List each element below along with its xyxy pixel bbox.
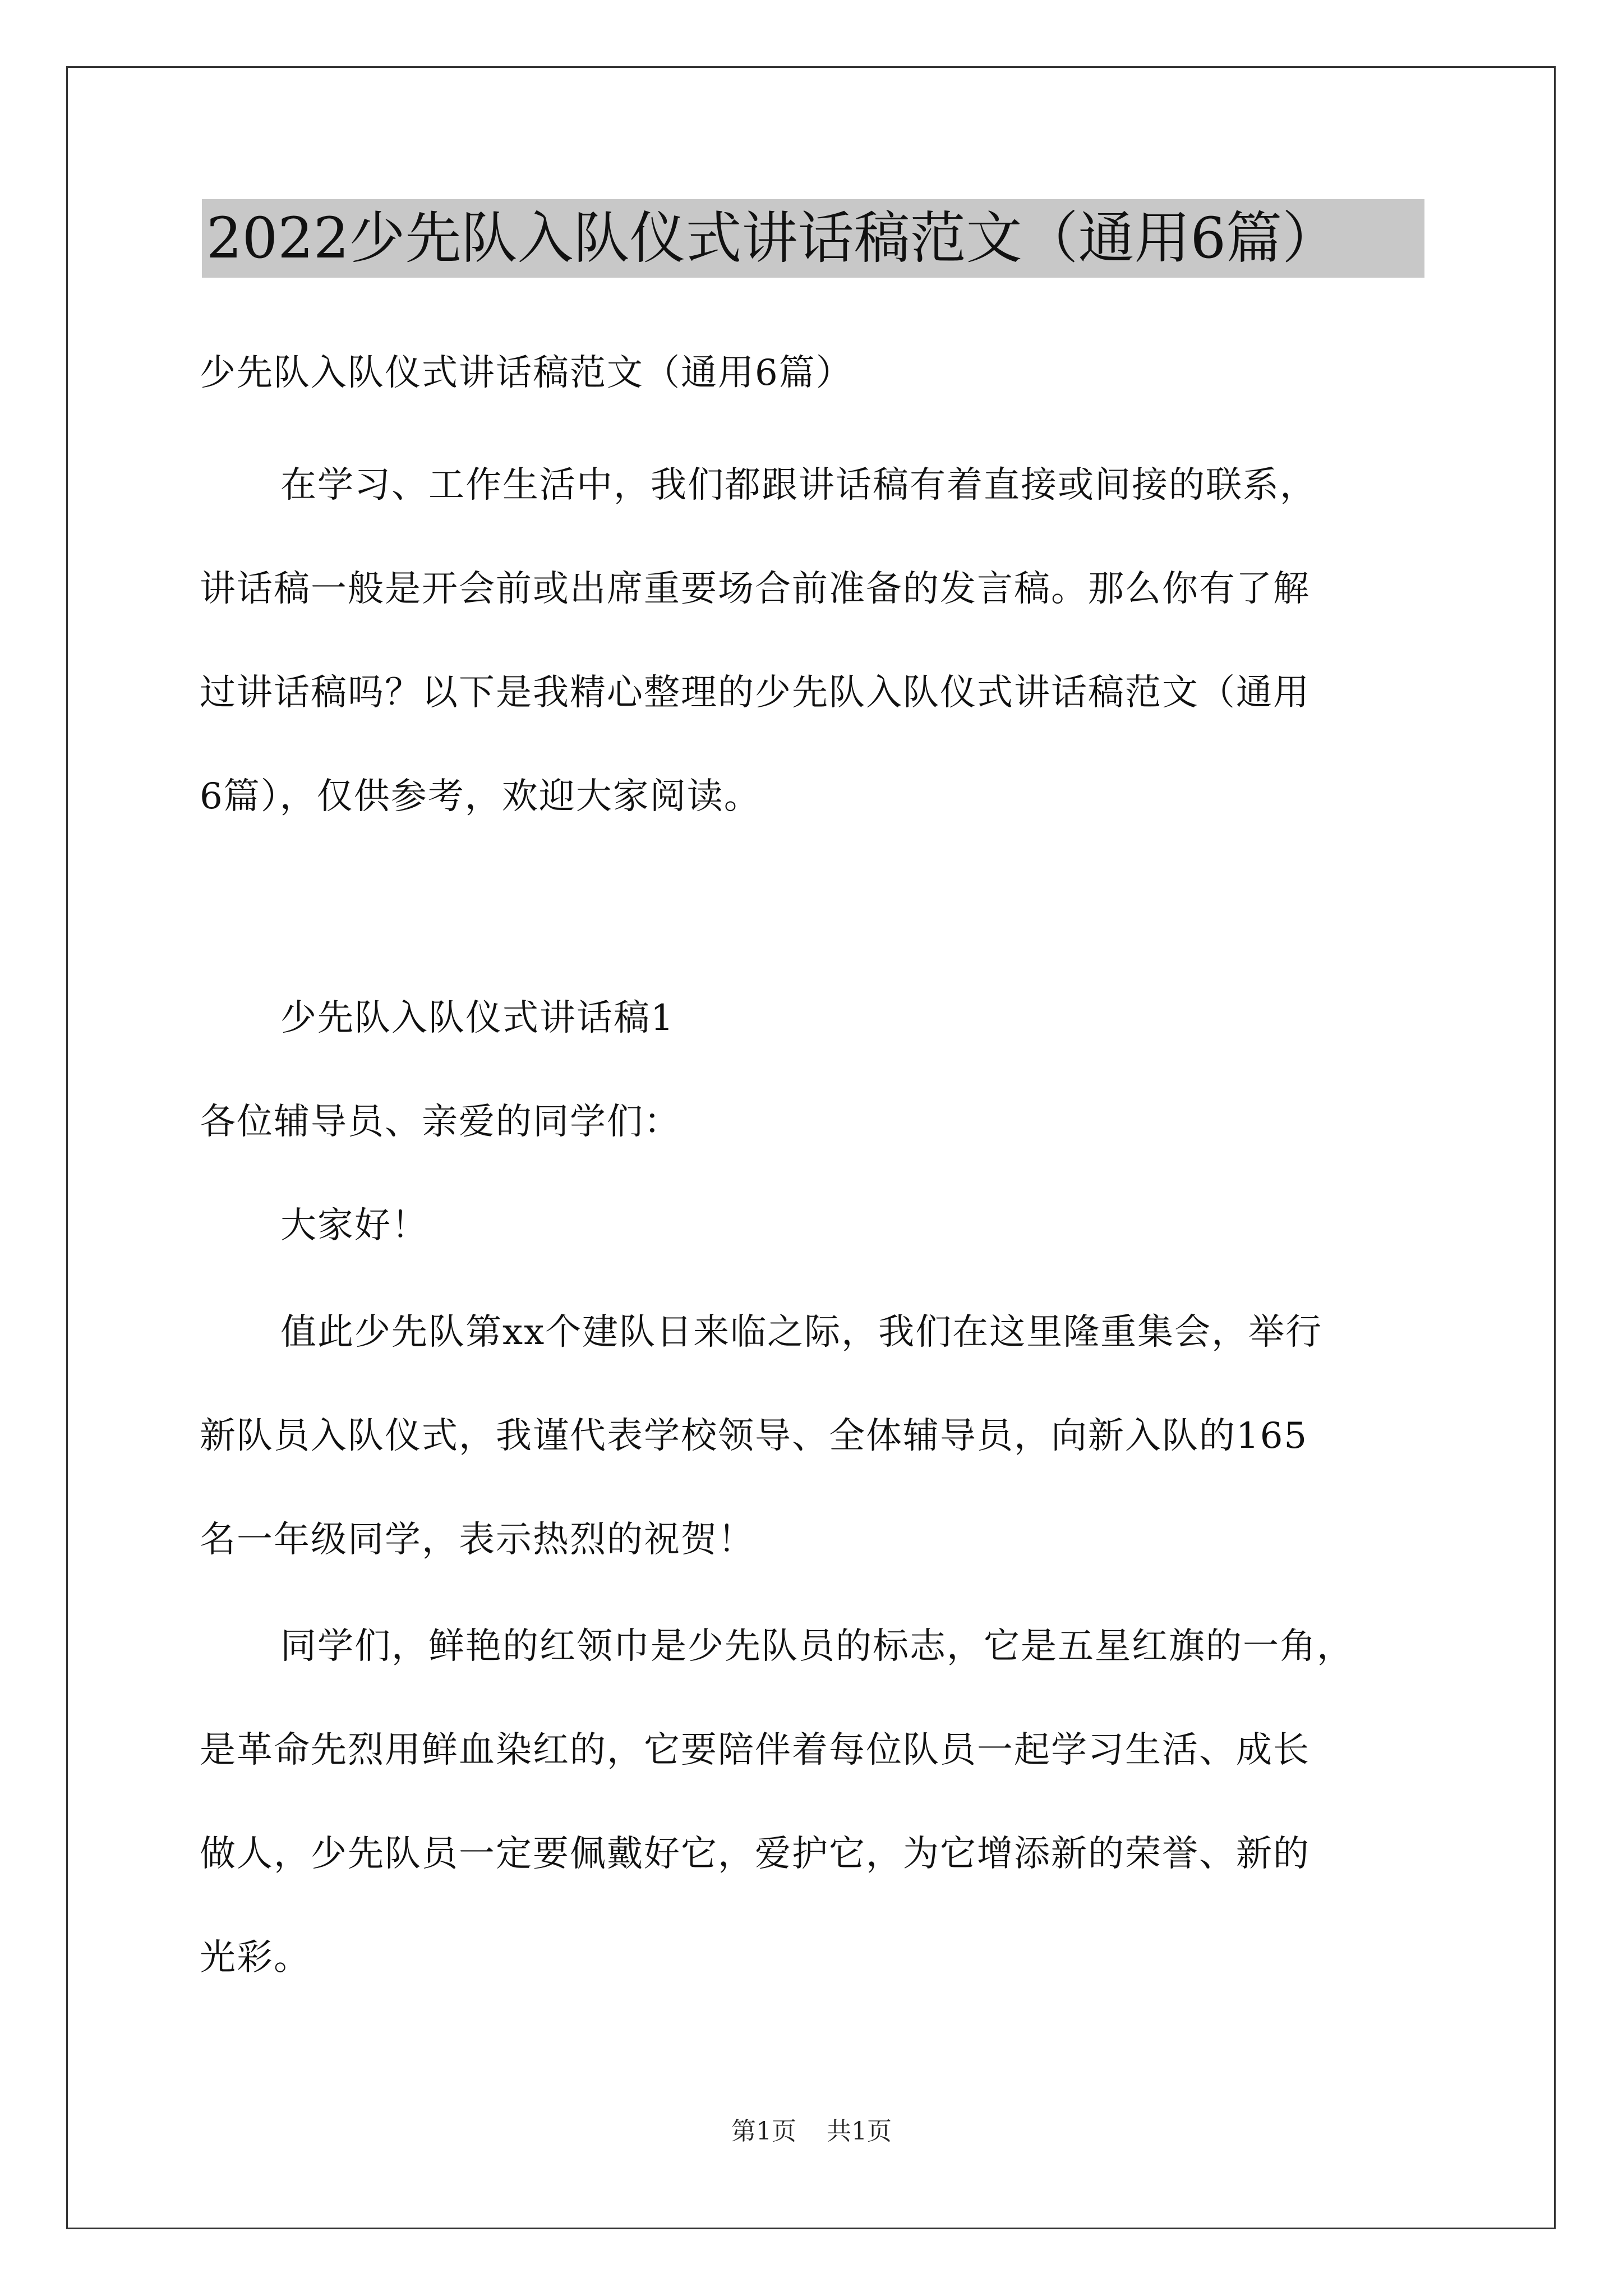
section-heading: 少先队入队仪式讲话稿1 [280,997,675,1039]
paragraph-line: 新队员入队仪式，我谨代表学校领导、全体辅导员，向新入队的165 [200,1415,1308,1457]
paragraph-line: 过讲话稿吗？以下是我精心整理的少先队入队仪式讲话稿范文（通用 [200,672,1310,714]
paragraph-line: 在学习、工作生活中，我们都跟讲话稿有着直接或间接的联系， [280,464,1317,506]
paragraph-line: 6篇），仅供参考，欢迎大家阅读。 [200,776,761,817]
document-title: 2022少先队入队仪式讲话稿范文（通用6篇） [206,205,1339,271]
greeting-line: 大家好！ [280,1205,428,1246]
paragraph-line: 做人，少先队员一定要佩戴好它，爱护它，为它增添新的荣誉、新的 [200,1833,1310,1875]
paragraph-line: 是革命先烈用鲜血染红的，它要陪伴着每位队员一起学习生活、成长 [200,1729,1310,1771]
paragraph-line: 值此少先队第xx个建队日来临之际，我们在这里隆重集会，举行 [280,1312,1323,1353]
page-footer [0,2115,1623,2148]
paragraph-line: 讲话稿一般是开会前或出席重要场合前准备的发言稿。那么你有了解 [200,568,1310,610]
page-total: 共1页 [827,2117,892,2146]
subtitle-line: 少先队入队仪式讲话稿范文（通用6篇） [200,352,853,394]
salutation-line: 各位辅导员、亲爱的同学们： [200,1101,681,1143]
page-number: 第1页 [731,2117,796,2146]
paragraph-line: 名一年级同学，表示热烈的祝贺！ [200,1519,755,1561]
paragraph-line: 同学们，鲜艳的红领巾是少先队员的标志，它是五星红旗的一角， [280,1626,1354,1667]
paragraph-line: 光彩。 [200,1937,311,1978]
